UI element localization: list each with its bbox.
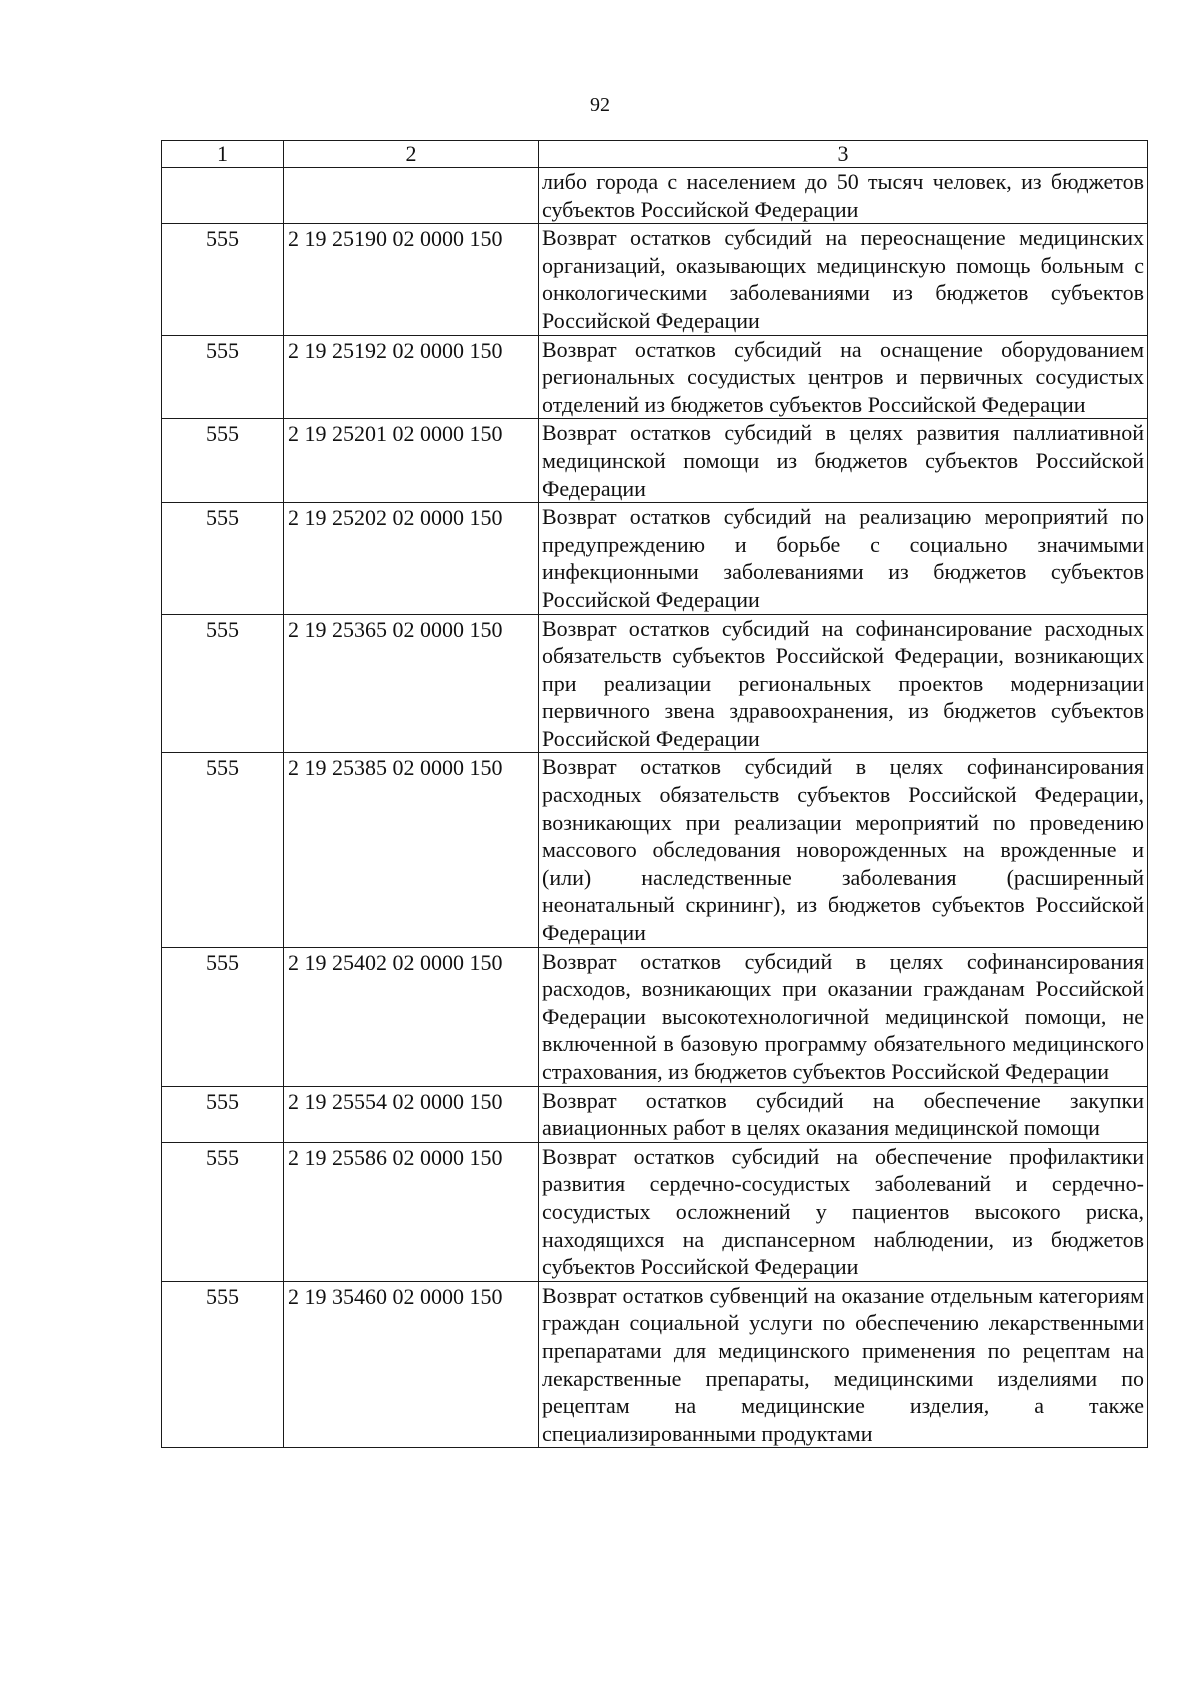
description-cell: Возврат остатков субсидий в целях софинансирования расходов, возникающих при оказании гражданам Российской Федерации высокотехнологичной медицинской помощи, не включенной в базовую программу обязательного медицинского страхования, из бюджетов субъектов Российской Федерации [539,947,1148,1086]
budget-code-cell [284,168,539,224]
description-cell: Возврат остатков субсидий на переоснащение медицинских организаций, оказывающих медицинскую помощь больным с онкологическими заболеваниями из бюджетов субъектов Российской Федерации [539,224,1148,335]
admin-code-cell [162,168,284,224]
table-row [162,614,1148,753]
budget-code-cell: 2 19 25192 02 0000 150 [284,335,539,419]
budget-code-cell: 2 19 25554 02 0000 150 [284,1086,539,1142]
admin-code-cell: 555 [162,1086,284,1142]
table-row [162,1281,1148,1448]
description-cell: Возврат остатков субсидий в целях софинансирования расходных обязательств субъектов Российской Федерации, возникающих при реализации мероприятий по проведению массового обследования новорожденных на врожденные и (или) наследственные заболевания (расширенный неонатальный скрининг), из бюджетов субъектов Российской Федерации [539,753,1148,947]
budget-code-cell: 2 19 25365 02 0000 150 [284,614,539,753]
description-cell: Возврат остатков субсидий на обеспечение профилактики развития сердечно-сосудистых заболеваний и сердечно-сосудистых осложнений у пациентов высокого риска, находящихся на диспансерном наблюдении, из бюджетов субъектов Российской Федерации [539,1142,1148,1281]
table-row [162,1142,1148,1281]
table-row [162,1086,1148,1142]
budget-code-cell: 2 19 25202 02 0000 150 [284,503,539,614]
admin-code-cell: 555 [162,947,284,1086]
table-header-row [162,141,1148,168]
admin-code-cell: 555 [162,1281,284,1448]
description-cell: Возврат остатков субсидий в целях развития паллиативной медицинской помощи из бюджетов субъектов Российской Федерации [539,419,1148,503]
table-row [162,335,1148,419]
description-cell: Возврат остатков субсидий на реализацию мероприятий по предупреждению и борьбе с социально значимыми инфекционными заболеваниями из бюджетов субъектов Российской Федерации [539,503,1148,614]
admin-code-cell: 555 [162,224,284,335]
table-row [162,224,1148,335]
budget-code-cell: 2 19 25402 02 0000 150 [284,947,539,1086]
admin-code-cell: 555 [162,503,284,614]
admin-code-cell: 555 [162,1142,284,1281]
description-cell: Возврат остатков субсидий на обеспечение закупки авиационных работ в целях оказания медицинской помощи [539,1086,1148,1142]
budget-code-cell: 2 19 25190 02 0000 150 [284,224,539,335]
budget-codes-table [161,140,1148,1448]
admin-code-cell: 555 [162,753,284,947]
admin-code-cell: 555 [162,419,284,503]
column-header-1: 1 [162,141,284,168]
budget-code-cell: 2 19 25385 02 0000 150 [284,753,539,947]
table-row [162,753,1148,947]
description-cell: либо города с населением до 50 тысяч человек, из бюджетов субъектов Российской Федерации [539,168,1148,224]
table-row [162,419,1148,503]
admin-code-cell: 555 [162,614,284,753]
budget-code-cell: 2 19 25586 02 0000 150 [284,1142,539,1281]
page-number: 92 [590,94,610,116]
description-cell: Возврат остатков субвенций на оказание отдельным категориям граждан социальной услуги по обеспечению лекарственными препаратами для медицинского применения по рецептам на лекарственные препараты, медицинскими изделиями по рецептам на медицинские изделия, а также специализированными продуктами [539,1281,1148,1448]
table-row [162,947,1148,1086]
budget-code-cell: 2 19 35460 02 0000 150 [284,1281,539,1448]
description-cell: Возврат остатков субсидий на оснащение оборудованием региональных сосудистых центров и первичных сосудистых отделений из бюджетов субъектов Российской Федерации [539,335,1148,419]
table-body [162,141,1148,1448]
budget-code-cell: 2 19 25201 02 0000 150 [284,419,539,503]
table-row [162,168,1148,224]
column-header-2: 2 [284,141,539,168]
table-row [162,503,1148,614]
column-header-3: 3 [539,141,1148,168]
admin-code-cell: 555 [162,335,284,419]
description-cell: Возврат остатков субсидий на софинансирование расходных обязательств субъектов Российской Федерации, возникающих при реализации региональных проектов модернизации первичного звена здравоохранения, из бюджетов субъектов Российской Федерации [539,614,1148,753]
